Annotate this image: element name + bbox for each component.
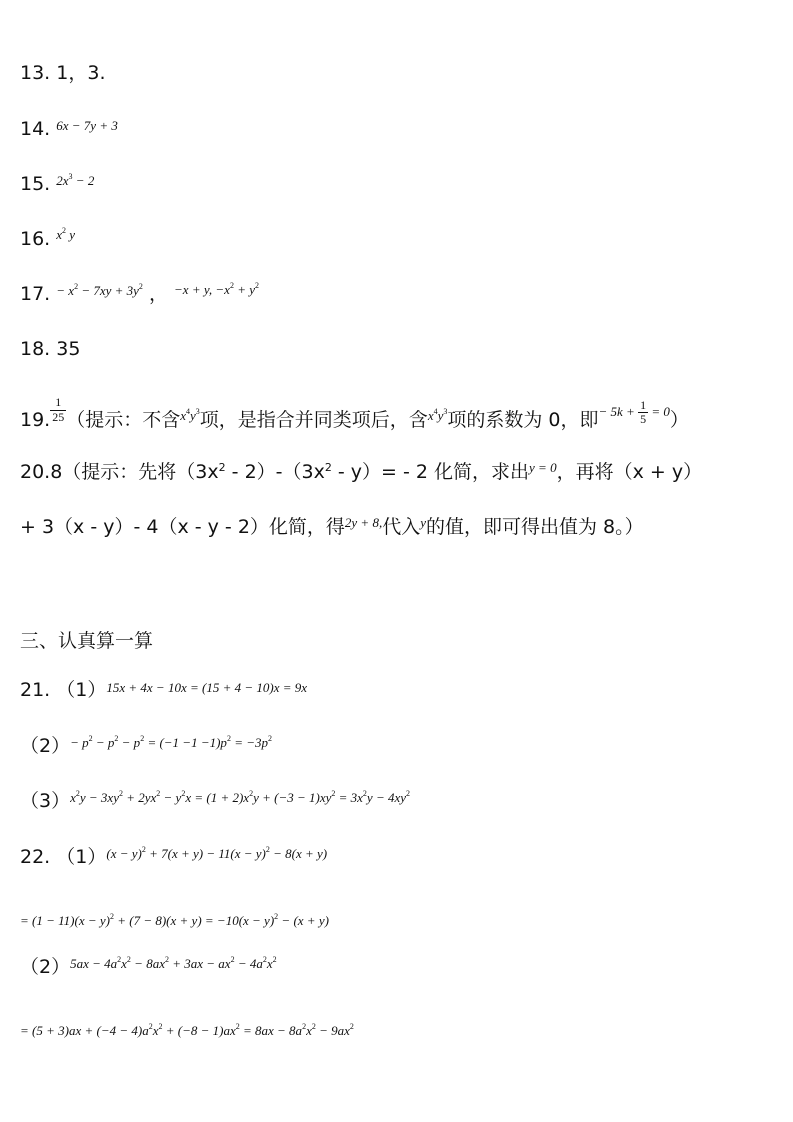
separator: ，: [148, 283, 168, 305]
part-label: （2）: [20, 956, 71, 978]
answer-number: 15.: [20, 173, 51, 195]
math-expression: 2y + 8,: [344, 515, 383, 530]
answer-22-1-step: [20, 910, 329, 929]
answer-number: 13.: [20, 62, 51, 84]
answer-15: [20, 172, 95, 195]
math-expression: 5ax − 4a2x2 − 8ax2 + 3ax − ax2 − 4a2x2: [70, 955, 277, 971]
answer-number: 20.: [20, 461, 51, 483]
part-label: （1）: [56, 846, 107, 868]
answer-text: 35: [56, 338, 81, 360]
answer-21-2: [20, 734, 272, 757]
answer-14: [20, 120, 118, 139]
answer-21-1: [20, 681, 307, 700]
math-expression: x4y3: [180, 406, 200, 423]
math-expression: − x2 − 7xy + 3y2: [56, 282, 143, 298]
math-expression: = $(5 + 3)ax + (-4 - 4)a^2x^2 + (-8 - 1)ax^2 = 8ax - 8a^2x^2 - 9ax^2$: [20, 1022, 354, 1038]
answer-16: [20, 226, 76, 250]
answer-21-3: [20, 789, 411, 812]
answer-22-2: [20, 955, 277, 978]
answer-number: 16.: [20, 228, 51, 250]
math-expression: y: [420, 515, 426, 530]
answer-number: 18.: [20, 338, 51, 360]
section-title: 三、认真算一算: [20, 630, 154, 652]
hint-text: + 3（x - y）- 4（x - y - 2）化简，得: [20, 516, 345, 538]
hint-text: ，再将（x + y）: [556, 461, 703, 483]
hint-text: 项的系数为 0，即: [447, 408, 599, 431]
hint-text: 8（提示：先将（3x: [50, 461, 219, 483]
part-label: （2）: [20, 735, 71, 757]
answer-number: 19.: [20, 408, 51, 431]
answer-number: 14.: [20, 118, 51, 140]
answer-18: [20, 340, 80, 359]
math-expression: 15x + 4x − 10x = (15 + 4 − 10)x = 9x: [106, 680, 308, 695]
answer-20: 20.8（提示：先将$(3x^2 - 2)-(3x^2 - y)= - 2$ 化简，求出$^{y = 0}$，再将（x + y）: [20, 460, 703, 483]
math-expression: (x − y)2 + 7(x + y) − 11(x − y)2 − 8(x + y): [106, 845, 328, 861]
answer-text: 1，3.: [56, 62, 106, 84]
hint-text: 代入: [382, 516, 421, 538]
answer-22-2-step: [20, 1020, 354, 1039]
math-expression: − p2 − p2 − p2 = (−1 −1 −1)p2 = −3p2: [70, 734, 272, 750]
hint-text: （提示：不含: [66, 408, 181, 431]
answer-13: [20, 64, 105, 83]
fraction: $\frac{1}{25}$: [52, 395, 65, 424]
math-expression: y = 0: [529, 460, 557, 475]
math-expression: = $(1 - 11)(x - y)^2 + (7 - 8)(x + y) = -10(x - y)^2 - (x + y)$: [20, 912, 329, 928]
math-expression: −x + y, −x2 + y2: [174, 281, 259, 297]
answer-number: 21.: [20, 679, 51, 701]
math-expression: x2y − 3xy2 + 2yx2 − y2x = (1 + 2)x2y + (−3 − 1)xy2 = 3x2y − 4xy2: [70, 789, 411, 805]
answer-17: [20, 281, 259, 305]
math-expression: − 5k + 1 5 = 0: [598, 397, 670, 427]
hint-text: 项，是指合并同类项后，含: [199, 408, 428, 431]
part-label: （1）: [56, 679, 107, 701]
math-expression: 6x − 7y + 3: [56, 118, 118, 133]
answer-number: 22.: [20, 846, 51, 868]
hint-text: 的值，即可得出值为 8。）: [426, 516, 644, 538]
math-expression: x4y3: [427, 406, 448, 423]
answer-20-continued: [20, 515, 644, 538]
part-label: （3）: [20, 790, 71, 812]
answer-19: [20, 395, 689, 437]
answer-22-1: [20, 845, 328, 868]
math-expression: x2 y: [56, 226, 76, 242]
math-expression: 2x3 − 2: [56, 172, 95, 188]
hint-text: ）: [669, 408, 689, 431]
answer-number: 17.: [20, 283, 51, 305]
